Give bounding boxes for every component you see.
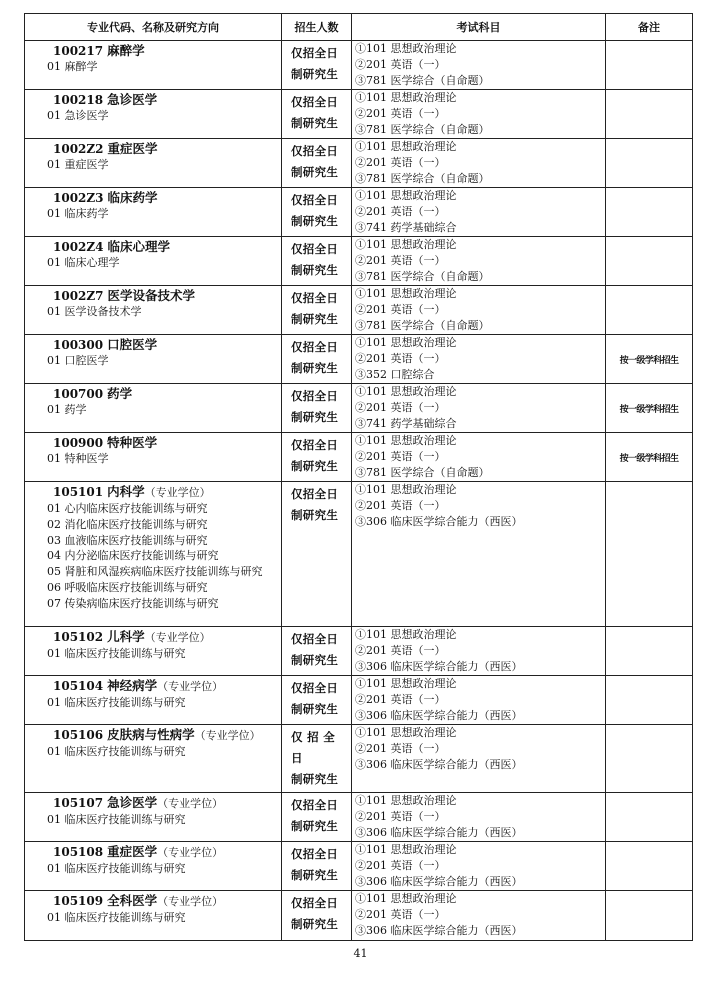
exam-subject: ③306 临床医学综合能力（西医） [355, 660, 523, 673]
program-code: 105104 [53, 679, 104, 693]
exam-subject: ②201 英语（一） [355, 303, 446, 316]
note-cell: 按一级学科招生 [606, 433, 693, 482]
program-cell [25, 627, 282, 676]
quota-text: 仅招全日 [291, 193, 339, 207]
program-name: 重症医学 [107, 141, 158, 156]
research-direction: 07 传染病临床医疗技能训练与研究 [47, 596, 219, 610]
quota-text: 仅招全日 [291, 291, 339, 305]
quota-text: 仅招全日 [291, 487, 339, 501]
table-row [25, 335, 693, 384]
exam-subject: ①101 思想政治理论 [355, 794, 457, 807]
quota-text: 制研究生 [291, 361, 339, 375]
exam-subjects-cell [352, 188, 606, 237]
exam-subject: ①101 思想政治理论 [355, 91, 457, 104]
research-direction: 01 麻醉学 [47, 60, 98, 73]
exam-subject: ②201 英语（一） [355, 205, 446, 218]
program-code: 105107 [53, 796, 104, 810]
program-title [25, 795, 281, 812]
exam-subject: ②201 英语（一） [355, 450, 446, 463]
program-name: 临床心理学 [107, 239, 171, 254]
program-cell [25, 676, 282, 725]
program-cell [25, 41, 282, 90]
exam-subjects-cell [352, 433, 606, 482]
table-row [25, 725, 693, 793]
program-title [25, 435, 281, 451]
program-title [25, 893, 281, 910]
table-row [25, 676, 693, 725]
quota-text: 仅招全日 [291, 389, 339, 403]
note-cell [606, 188, 693, 237]
exam-subject: ②201 英语（一） [355, 107, 446, 120]
exam-subject: ①101 思想政治理论 [355, 140, 457, 153]
program-code: 105106 [53, 728, 104, 742]
research-direction: 01 医学设备技术学 [47, 305, 142, 318]
exam-subject: ②201 英语（一） [355, 352, 446, 365]
program-cell [25, 188, 282, 237]
quota-text: 仅招全日 [291, 242, 339, 256]
program-cell [25, 482, 282, 627]
degree-type-tag: （专业学位） [157, 846, 224, 859]
quota-cell [282, 842, 352, 891]
program-name: 神经病学 [107, 678, 158, 693]
table-row [25, 842, 693, 891]
note-cell [606, 627, 693, 676]
program-code: 100700 [53, 387, 104, 401]
exam-subject: ③306 临床医学综合能力（西医） [355, 875, 523, 888]
degree-type-tag: （专业学位） [144, 631, 211, 644]
exam-subject: ①101 思想政治理论 [355, 238, 457, 251]
quota-cell [282, 237, 352, 286]
program-code: 100217 [53, 44, 104, 58]
exam-subjects-cell [352, 335, 606, 384]
program-code: 105108 [53, 845, 104, 859]
note-cell: 按一级学科招生 [606, 335, 693, 384]
program-cell [25, 237, 282, 286]
table-row [25, 891, 693, 941]
program-title [25, 629, 281, 646]
quota-cell [282, 335, 352, 384]
exam-subject: ①101 思想政治理论 [355, 287, 457, 300]
research-direction: 01 临床医疗技能训练与研究 [47, 647, 186, 660]
program-code: 1002Z4 [53, 240, 104, 254]
program-cell [25, 793, 282, 842]
research-direction: 01 心内临床医疗技能训练与研究 [47, 502, 208, 515]
degree-type-tag: （专业学位） [157, 797, 224, 810]
note-cell [606, 676, 693, 725]
exam-subject: ③352 口腔综合 [355, 368, 435, 381]
quota-text: 仅招全日 [291, 847, 339, 861]
exam-subject: ②201 英语（一） [355, 810, 446, 823]
exam-subject: ③781 医学综合（自命题） [355, 270, 490, 283]
quota-text: 制研究生 [291, 165, 339, 179]
note-cell [606, 90, 693, 139]
program-title [25, 141, 281, 157]
exam-subject: ③781 医学综合（自命题） [355, 466, 490, 479]
program-title [25, 844, 281, 861]
exam-subject: ②201 英语（一） [355, 693, 446, 706]
program-cell [25, 335, 282, 384]
degree-type-tag: （专业学位） [157, 680, 224, 693]
program-cell [25, 433, 282, 482]
program-name: 皮肤病与性病学 [107, 727, 195, 742]
program-code: 105101 [53, 485, 104, 499]
research-direction: 01 临床心理学 [47, 256, 120, 269]
table-row [25, 793, 693, 842]
page-number: 41 [353, 947, 368, 960]
table-row [25, 482, 693, 627]
note-cell [606, 482, 693, 627]
quota-cell [282, 41, 352, 90]
program-name: 临床药学 [107, 190, 158, 205]
exam-subject: ③306 临床医学综合能力（西医） [355, 515, 523, 528]
quota-cell [282, 891, 352, 941]
quota-cell [282, 482, 352, 627]
program-title [25, 484, 281, 501]
program-code: 1002Z3 [53, 191, 104, 205]
table-row [25, 188, 693, 237]
table-row [25, 384, 693, 433]
program-title [25, 678, 281, 695]
quota-text: 制研究生 [291, 116, 339, 130]
research-direction: 01 重症医学 [47, 158, 109, 171]
exam-subjects-cell [352, 41, 606, 90]
exam-subjects-cell [352, 793, 606, 842]
exam-subject: ②201 英语（一） [355, 254, 446, 267]
research-direction: 01 特种医学 [47, 452, 109, 465]
research-direction: 05 肾脏和风湿疾病临床医疗技能训练与研究 [47, 565, 263, 579]
quota-text: 仅招全日 [291, 438, 339, 452]
exam-subject: ③741 药学基础综合 [355, 221, 457, 234]
exam-subject: ③306 临床医学综合能力（西医） [355, 826, 523, 839]
exam-subject: ②201 英语（一） [355, 58, 446, 71]
header-quota: 招生人数 [282, 14, 352, 41]
quota-text: 仅 招 全 日 [291, 730, 336, 765]
program-code: 1002Z7 [53, 289, 104, 303]
exam-subject: ①101 思想政治理论 [355, 385, 457, 398]
header-program: 专业代码、名称及研究方向 [25, 14, 282, 41]
exam-subject: ①101 思想政治理论 [355, 434, 457, 447]
table-header-row [25, 14, 693, 41]
program-name: 内科学 [107, 484, 145, 499]
exam-subjects-cell [352, 139, 606, 188]
research-direction: 03 血液临床医疗技能训练与研究 [47, 533, 208, 547]
exam-subjects-cell [352, 237, 606, 286]
program-code: 100218 [53, 93, 104, 107]
research-direction: 01 临床医疗技能训练与研究 [47, 745, 186, 758]
table-row [25, 139, 693, 188]
exam-subject: ②201 英语（一） [355, 908, 446, 921]
table-row [25, 41, 693, 90]
quota-cell [282, 384, 352, 433]
exam-subjects-cell [352, 482, 606, 627]
quota-text: 仅招全日 [291, 896, 339, 910]
quota-cell [282, 286, 352, 335]
quota-cell [282, 433, 352, 482]
program-cell [25, 842, 282, 891]
quota-text: 制研究生 [291, 868, 339, 882]
program-name: 特种医学 [107, 435, 158, 450]
degree-type-tag: （专业学位） [157, 895, 224, 908]
table-row [25, 433, 693, 482]
note-cell [606, 286, 693, 335]
quota-cell [282, 90, 352, 139]
program-cell [25, 384, 282, 433]
program-cell [25, 725, 282, 793]
note-cell [606, 725, 693, 793]
quota-text: 制研究生 [291, 702, 339, 716]
note-cell [606, 842, 693, 891]
program-cell [25, 90, 282, 139]
note-cell [606, 891, 693, 941]
exam-subject: ①101 思想政治理论 [355, 336, 457, 349]
quota-text: 制研究生 [291, 772, 339, 786]
quota-cell [282, 793, 352, 842]
quota-text: 制研究生 [291, 653, 339, 667]
research-direction: 01 急诊医学 [47, 109, 109, 122]
exam-subject: ③306 临床医学综合能力（西医） [355, 924, 523, 937]
research-direction: 06 呼吸临床医疗技能训练与研究 [47, 580, 208, 594]
program-title [25, 239, 281, 255]
quota-text: 制研究生 [291, 917, 339, 931]
research-direction: 01 药学 [47, 403, 87, 416]
program-title [25, 288, 281, 304]
research-direction: 01 临床医疗技能训练与研究 [47, 911, 186, 924]
header-note: 备注 [606, 14, 693, 41]
quota-text: 制研究生 [291, 508, 339, 522]
quota-text: 制研究生 [291, 67, 339, 81]
quota-text: 仅招全日 [291, 95, 339, 109]
note-cell [606, 139, 693, 188]
quota-text: 仅招全日 [291, 144, 339, 158]
program-code: 105102 [53, 630, 104, 644]
exam-subjects-cell [352, 286, 606, 335]
quota-text: 制研究生 [291, 819, 339, 833]
table-row [25, 90, 693, 139]
degree-type-tag: （专业学位） [194, 729, 261, 742]
exam-subjects-cell [352, 842, 606, 891]
program-name: 药学 [107, 386, 133, 401]
program-name: 急诊医学 [107, 795, 158, 810]
exam-subject: ②201 英语（一） [355, 401, 446, 414]
quota-text: 制研究生 [291, 410, 339, 424]
degree-type-tag: （专业学位） [144, 486, 211, 499]
exam-subject: ②201 英语（一） [355, 499, 446, 512]
program-code: 100900 [53, 436, 104, 450]
exam-subjects-cell [352, 627, 606, 676]
research-direction: 01 口腔医学 [47, 354, 109, 367]
research-direction: 01 临床医疗技能训练与研究 [47, 862, 186, 875]
research-direction: 01 临床药学 [47, 207, 109, 220]
exam-subject: ③741 药学基础综合 [355, 417, 457, 430]
program-name: 麻醉学 [107, 43, 145, 58]
program-name: 医学设备技术学 [107, 288, 196, 303]
program-title [25, 190, 281, 206]
research-direction: 04 内分泌临床医疗技能训练与研究 [47, 549, 219, 563]
exam-subjects-cell [352, 725, 606, 793]
exam-subject: ③306 临床医学综合能力（西医） [355, 709, 523, 722]
program-title [25, 337, 281, 353]
exam-subject: ③781 医学综合（自命题） [355, 172, 490, 185]
quota-text: 制研究生 [291, 214, 339, 228]
quota-text: 仅招全日 [291, 681, 339, 695]
exam-subject: ②201 英语（一） [355, 644, 446, 657]
exam-subjects-cell [352, 891, 606, 941]
table-row [25, 286, 693, 335]
quota-cell [282, 725, 352, 793]
exam-subject: ②201 英语（一） [355, 156, 446, 169]
quota-cell [282, 676, 352, 725]
exam-subject: ①101 思想政治理论 [355, 843, 457, 856]
exam-subjects-cell [352, 384, 606, 433]
program-name: 全科医学 [107, 893, 158, 908]
admissions-table [24, 13, 693, 941]
program-name: 急诊医学 [107, 92, 158, 107]
quota-text: 仅招全日 [291, 46, 339, 60]
program-name: 重症医学 [107, 844, 158, 859]
quota-text: 仅招全日 [291, 632, 339, 646]
program-name: 口腔医学 [107, 337, 158, 352]
note-cell [606, 793, 693, 842]
research-direction: 01 临床医疗技能训练与研究 [47, 813, 186, 826]
program-code: 105109 [53, 894, 104, 908]
header-exam: 考试科目 [352, 14, 606, 41]
program-cell [25, 286, 282, 335]
exam-subject: ③781 医学综合（自命题） [355, 74, 490, 87]
exam-subject: ①101 思想政治理论 [355, 42, 457, 55]
quota-cell [282, 188, 352, 237]
quota-text: 仅招全日 [291, 798, 339, 812]
exam-subject: ①101 思想政治理论 [355, 628, 457, 641]
program-code: 100300 [53, 338, 104, 352]
quota-text: 仅招全日 [291, 340, 339, 354]
research-direction: 02 消化临床医疗技能训练与研究 [47, 517, 208, 531]
research-direction: 01 临床医疗技能训练与研究 [47, 696, 186, 709]
exam-subject: ①101 思想政治理论 [355, 483, 457, 496]
exam-subject: ①101 思想政治理论 [355, 189, 457, 202]
program-name: 儿科学 [107, 629, 145, 644]
exam-subjects-cell [352, 676, 606, 725]
table-row [25, 627, 693, 676]
quota-cell [282, 627, 352, 676]
program-cell [25, 139, 282, 188]
quota-cell [282, 139, 352, 188]
exam-subject: ①101 思想政治理论 [355, 726, 457, 739]
quota-text: 制研究生 [291, 312, 339, 326]
quota-text: 制研究生 [291, 459, 339, 473]
program-code: 1002Z2 [53, 142, 104, 156]
program-cell [25, 891, 282, 941]
program-title [25, 727, 281, 744]
program-title [25, 92, 281, 108]
program-title [25, 43, 281, 59]
exam-subject: ③306 临床医学综合能力（西医） [355, 758, 523, 771]
exam-subject: ③781 医学综合（自命题） [355, 123, 490, 136]
exam-subject: ②201 英语（一） [355, 859, 446, 872]
note-cell [606, 237, 693, 286]
exam-subject: ②201 英语（一） [355, 742, 446, 755]
note-cell: 按一级学科招生 [606, 384, 693, 433]
exam-subjects-cell [352, 90, 606, 139]
table-row [25, 237, 693, 286]
program-title [25, 386, 281, 402]
note-cell [606, 41, 693, 90]
exam-subject: ①101 思想政治理论 [355, 677, 457, 690]
quota-text: 制研究生 [291, 263, 339, 277]
exam-subject: ③781 医学综合（自命题） [355, 319, 490, 332]
exam-subject: ①101 思想政治理论 [355, 892, 457, 905]
